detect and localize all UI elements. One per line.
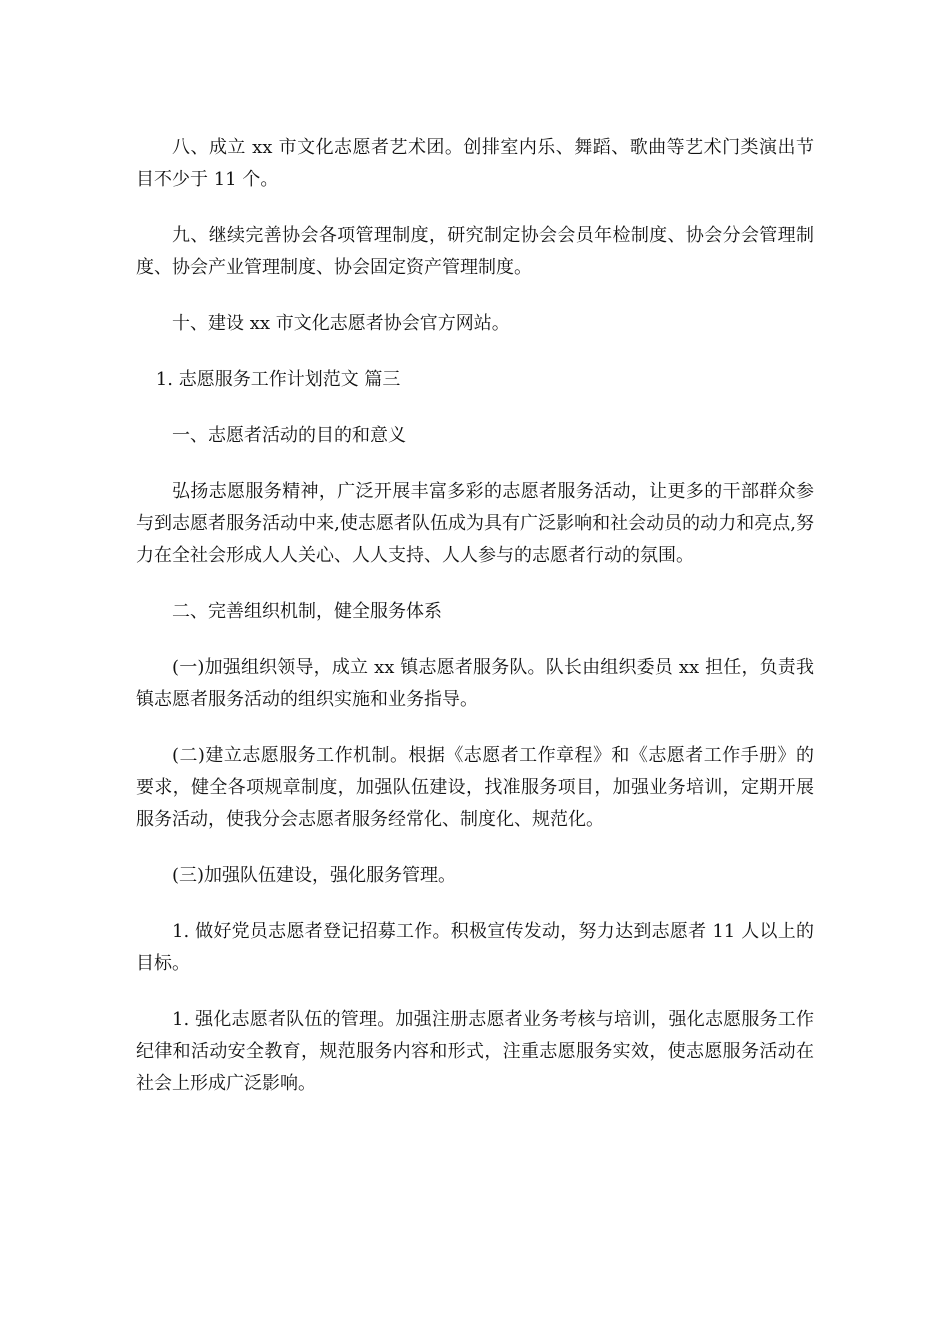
paragraph-team-building: (三)加强队伍建设，强化服务管理。	[172, 865, 457, 886]
paragraph-recruitment: 1. 做好党员志愿者登记招募工作。积极宣传发动，努力达到志愿者 11 人以上的目标。	[136, 921, 814, 974]
paragraph-item-ten: 十、建设 xx 市文化志愿者协会官方网站。	[172, 313, 510, 334]
paragraph-item-eight: 八、成立 xx 市文化志愿者艺术团。创排室内乐、舞蹈、歌曲等艺术门类演出节目不少于 11 个。	[136, 137, 814, 190]
section-title: 1. 志愿服务工作计划范文 篇三	[155, 369, 401, 390]
paragraph-organization: (一)加强组织领导，成立 xx 镇志愿者服务队。队长由组织委员 xx 担任，负责我镇志愿者服务活动的组织实施和业务指导。	[136, 657, 814, 710]
heading-mechanism: 二、完善组织机制，健全服务体系	[172, 601, 442, 622]
paragraph-item-nine: 九、继续完善协会各项管理制度，研究制定协会会员年检制度、协会分会管理制度、协会产业管理制度、协会固定资产管理制度。	[136, 225, 814, 278]
paragraph-purpose: 弘扬志愿服务精神，广泛开展丰富多彩的志愿者服务活动，让更多的干部群众参与到志愿者服务活动中来,使志愿者队伍成为具有广泛影响和社会动员的动力和亮点,努力在全社会形成人人关心、人人支持、人人参与的志愿者行动的氛围。	[136, 481, 814, 566]
heading-purpose: 一、志愿者活动的目的和意义	[172, 425, 406, 446]
paragraph-team-management: 1. 强化志愿者队伍的管理。加强注册志愿者业务考核与培训，强化志愿服务工作纪律和活动安全教育，规范服务内容和形式，注重志愿服务实效，使志愿服务活动在社会上形成广泛影响。	[136, 1009, 814, 1094]
paragraph-work-mechanism: (二)建立志愿服务工作机制。根据《志愿者工作章程》和《志愿者工作手册》的要求，健全各项规章制度，加强队伍建设，找准服务项目，加强业务培训，定期开展服务活动，使我分会志愿者服务经常化、制度化、规范化。	[136, 745, 814, 830]
